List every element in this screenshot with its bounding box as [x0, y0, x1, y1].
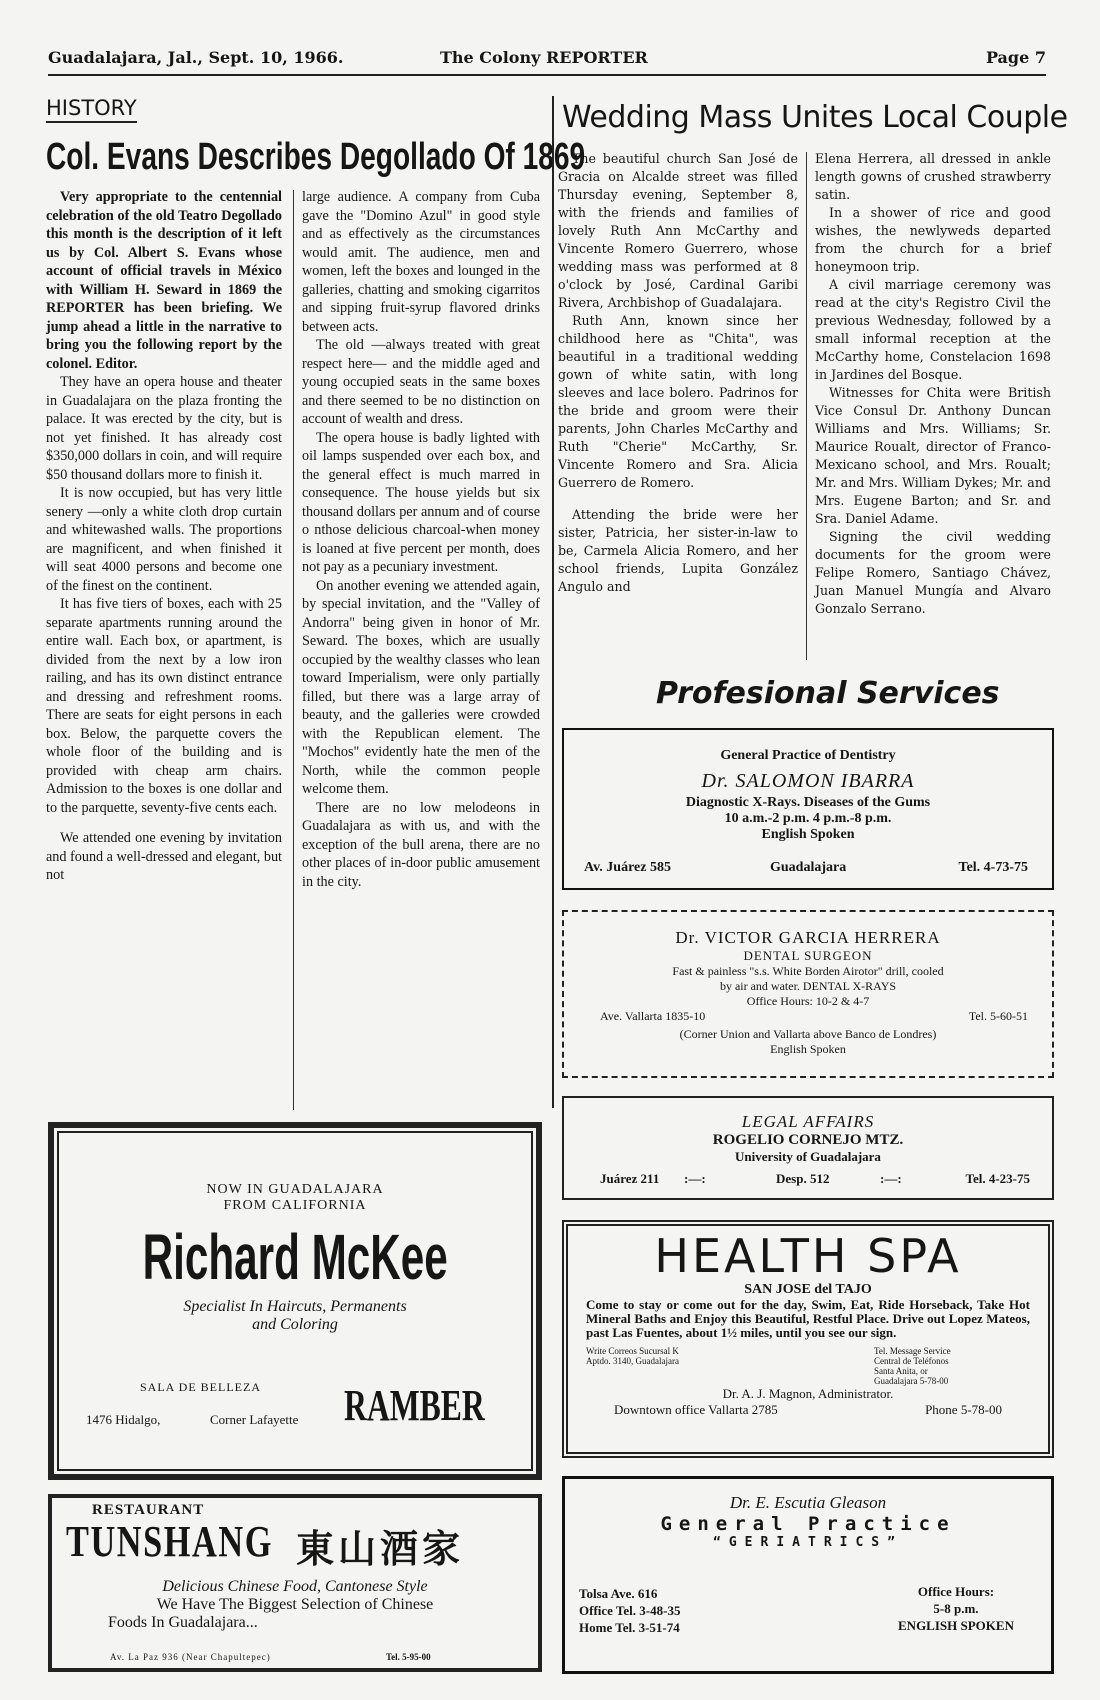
ad-lawyer-name: ROGELIO CORNEJO MTZ.	[712, 1132, 904, 1148]
ad-spa-message: Tel. Message Service	[874, 1346, 951, 1356]
ad-doctor-name: Dr. VICTOR GARCIA HERRERA	[675, 928, 941, 947]
ad-hours: Office Hours: 10-2 & 4-7	[746, 994, 870, 1008]
ad-tunshang-line: Foods In Guadalajara...	[108, 1614, 258, 1631]
section-label: HISTORY	[46, 96, 137, 123]
wedding-paragraph: The beautiful church San José de Gracia on Alcalde street was filled Thursday evening, September 8, with the friends and families of lovely Ruth Ann McCarthy and Vincente Romero Guerrero, whose wedding mass was performed at 8 o'clock by José, Cardinal Garibi Rivera, Archbishop of Guadalajara.	[558, 151, 798, 310]
services-title: Profesional Services	[656, 676, 1000, 711]
history-headline-wrap	[46, 136, 586, 188]
ad-spa-title: HEALTH SPA	[654, 1229, 962, 1283]
ad-tunshang-line: We Have The Biggest Selection of Chinese	[156, 1596, 434, 1613]
ad-phone: Tel. 4-73-75	[958, 860, 1028, 875]
ad-line: by air and water. DENTAL X-RAYS	[719, 979, 897, 993]
column-rule	[293, 190, 294, 1110]
ad-mckee	[48, 1122, 542, 1480]
ad-spa-phone: Phone 5-78-00	[925, 1402, 1002, 1417]
ad-hours: 10 a.m.-2 p.m. 4 p.m.-8 p.m.	[724, 811, 892, 826]
history-col-2	[302, 188, 540, 891]
wedding-paragraph: Elena Herrera, all dressed in ankle length gowns of crushed strawberry satin.	[815, 151, 1051, 202]
ad-mckee-specialty: Specialist In Haircuts, Permanents	[183, 1298, 407, 1315]
ad-heading: LEGAL AFFAIRS	[741, 1112, 875, 1131]
ad-spa-subtitle: SAN JOSE del TAJO	[744, 1282, 872, 1297]
ad-spa-address: Write Correos Sucursal K	[586, 1346, 679, 1356]
history-paragraph: The opera house is badly lighted with oil lamps suspended over each box, and the general effect is much marred in consequence. The house yields but six thousand dollars per annum and of course o nthose delicious charcoal-when money is loaned at five percent per month, does not pay as a pecuniary investment.	[302, 429, 540, 575]
ad-city: Guadalajara	[770, 860, 847, 875]
ad-separator: :—:	[684, 1171, 706, 1186]
ad-mckee-address: 1476 Hidalgo,	[86, 1412, 161, 1427]
ad-tunshang-tagline: Delicious Chinese Food, Cantonese Style	[162, 1578, 428, 1595]
ad-corner: (Corner Union and Vallarta above Banco de Londres)	[679, 1027, 937, 1041]
ad-address: Ave. Vallarta 1835-10	[600, 1009, 706, 1023]
history-intro: Very appropriate to the centennial celebration of the old Teatro Degollado this month is the description of it left us by Col. Albert S. Evans whose account of official travels in México with William H. Seward in 1869 the REPORTER has been briefing. We jump ahead a little in the narrative to bring you the following report by the colonel. Editor.	[46, 189, 282, 372]
history-paragraph: We attended one evening by invitation and found a well-dressed and elegant, but not	[46, 830, 282, 883]
ad-university: University of Guadalajara	[735, 1149, 881, 1164]
ad-doctor-name: Dr. E. Escutia Gleason	[729, 1493, 887, 1512]
history-paragraph: They have an opera house and theater in Guadalajara on the plaza fronting the palace. It was erected by the city, but is not yet finished. It has already cost $350,000 dollars in coin, and will require $50 thousand dollars more to finish it.	[46, 374, 282, 483]
wedding-paragraph: Witnesses for Chita were British Vice Consul Dr. Anthony Duncan Williams and Mrs. Williams; Sr. Maurice Roualt, director of Franco-Mexicano school, and Mrs. Roualt; Mr. and Mrs. William Dykes; Mr. and Mrs. Eugene Barton; and Sr. and Sra. Daniel Adame.	[815, 385, 1051, 526]
history-paragraph: large audience. A company from Cuba gave the "Domino Azul" in good style and as effectively as the circumstances would amit. The audience, men and women, left the boxes and lounged in the galleries, chatting and smoking cigarritos and sipping fruit-syrup flavored drinks between acts.	[302, 189, 540, 335]
ad-tunshang-chinese: 東山酒家	[296, 1527, 465, 1571]
ad-title: DENTAL SURGEON	[743, 948, 873, 963]
ad-escutia	[562, 1476, 1054, 1674]
header-masthead: The Colony REPORTER	[440, 48, 648, 67]
ad-phone: Office Tel. 3-48-35	[579, 1603, 681, 1618]
ad-doctor-name: Dr. SALOMON IBARRA	[701, 770, 915, 792]
history-paragraph: It is now occupied, but has very little senery —only a white cloth drop curtain and whitewashed walls. The proportions are magnificent, and when finished it will seat 4000 persons and become one of the finest on the continent.	[46, 485, 282, 594]
ad-health-spa	[562, 1220, 1054, 1458]
page-header	[48, 14, 1046, 67]
ad-spa-message: Central de Teléfonos	[874, 1356, 949, 1366]
ad-spa-address: Aptdo. 3140, Guadalajara	[586, 1356, 679, 1366]
wedding-col-2	[815, 150, 1051, 618]
wedding-paragraph: Ruth Ann, known since her childhood here as "Chita", was beautiful in a traditional wedding gown of white satin, with long sleeves and lace bolero. Padrinos for the bride and groom were their parents, John Charles McCarthy and Ruth "Cherie" McCarthy, Sr. Vincente Romero and Sra. Alicia Guerrero de Romero.	[558, 313, 798, 490]
ad-address: Juárez 211	[600, 1171, 660, 1186]
ad-spa-body: Come to stay or come out for the day, Swim, Eat, Ride Horseback, Take Hot Mineral Baths and Enjoy this Beautiful, Restful Place. Drive out Lopez Mateos, past Las Fuentes, about 1½ miles, until you see our sign.	[586, 1297, 1030, 1340]
wedding-paragraph: Signing the civil wedding documents for the groom were Felipe Romero, Santiago Chávez, Juan Manuel Mungía and Alvaro Gonzalo Serrano.	[815, 529, 1051, 616]
wedding-paragraph: A civil marriage ceremony was read at the city's Registro Civil the previous Wednesday, followed by a small informal reception at the McCarthy home, Constelacion 1698 in Jardines del Bosque.	[815, 277, 1051, 382]
ad-mckee-brand: RAMBER	[344, 1381, 485, 1430]
wedding-paragraph: In a shower of rice and good wishes, the newlyweds departed from the church for a brief honeymoon trip.	[815, 205, 1051, 274]
ad-line: Diagnostic X-Rays. Diseases of the Gums	[685, 795, 931, 810]
ad-practice: General Practice	[660, 1513, 956, 1535]
ad-mckee-specialty: and Coloring	[252, 1316, 338, 1333]
history-paragraph: There are no low melodeons in Guadalajara as with us, and with the exception of the bull arena, there are no other places of in-door public amusement in the city.	[302, 799, 540, 890]
wedding-headline: Wedding Mass Unites Local Couple	[562, 100, 1068, 135]
ad-garcia	[562, 910, 1054, 1078]
page-divider	[552, 96, 554, 1108]
ad-spa-admin: Dr. A. J. Magnon, Administrator.	[722, 1386, 894, 1401]
ad-tunshang-address: Av. La Paz 936 (Near Chapultepec)	[110, 1652, 271, 1662]
ad-mckee-now: NOW IN GUADALAJARA	[206, 1182, 384, 1197]
history-paragraph: On another evening we attended again, by special invitation, and the "Valley of Andorra" being given in honor of Mr. Seward. The boxes, which are usually occupied by the wealthy classes who lean toward Imperialism, were only partially filled, but there was a large array of beauty, and the galleries were crowded with the Republican element. The "Mochos" evidently hate the men of the North, while the common people welcome them.	[302, 577, 540, 797]
history-headline: Col. Evans Describes Degollado Of 1869	[46, 136, 586, 178]
ad-language: ENGLISH SPOKEN	[898, 1618, 1014, 1633]
ad-specialty: “GERIATRICS”	[713, 1535, 903, 1550]
ad-spa-message: Santa Anita, or	[874, 1366, 928, 1376]
ad-mckee-name: Richard McKee	[142, 1221, 448, 1293]
ad-mckee-salon: SALA DE BELLEZA	[140, 1380, 261, 1394]
history-paragraph: It has five tiers of boxes, each with 25 separate apartments running around the entire wall. Each box, or apartment, is divided from the next by a low iron railing, and has its own distinct entrance and dressing and refreshment rooms. There are seats for eight persons in each box. Below, the parquette covers the whole floor of the building and is provided with cheap arm chairs. Admission to the boxes is one dollar and to the parquette, seventy-five cents each.	[46, 596, 282, 816]
ad-tunshang	[48, 1494, 542, 1672]
ad-language: English Spoken	[761, 827, 855, 842]
ad-language: English Spoken	[770, 1042, 846, 1056]
ad-address: Av. Juárez 585	[584, 860, 671, 875]
ad-separator: :—:	[880, 1171, 902, 1186]
ad-mckee-corner: Corner Lafayette	[210, 1412, 299, 1427]
ad-tunshang-phone: Tel. 5-95-00	[386, 1652, 431, 1662]
ad-mckee-from: FROM CALIFORNIA	[223, 1198, 367, 1213]
ad-address: Tolsa Ave. 616	[579, 1586, 658, 1601]
ad-heading: General Practice of Dentistry	[720, 748, 896, 763]
header-page-number: Page 7	[985, 48, 1046, 67]
wedding-paragraph: Attending the bride were her sister, Patricia, her sister-in-law to be, Carmela Alicia Romero, and her school friends, Lupita González Angulo and	[558, 507, 798, 594]
ad-phone: Home Tel. 3-51-74	[579, 1620, 680, 1635]
ad-phone: Tel. 4-23-75	[965, 1171, 1030, 1186]
column-rule	[806, 152, 807, 660]
header-rule	[48, 74, 1046, 76]
ad-hours: 5-8 p.m.	[933, 1601, 979, 1616]
wedding-col-1	[558, 150, 798, 596]
ad-tunshang-name: TUNSHANG	[66, 1517, 273, 1566]
ad-ibarra	[562, 728, 1054, 890]
ad-legal	[562, 1096, 1054, 1200]
history-paragraph: The old —always treated with great respect here— and the middle aged and young occupied seats in the same boxes and there seemed to be no distinction on account of wealth and dress.	[302, 337, 540, 427]
ad-hours-label: Office Hours:	[917, 1584, 995, 1599]
ad-phone: Tel. 5-60-51	[968, 1009, 1028, 1023]
ad-spa-downtown: Downtown office Vallarta 2785	[614, 1402, 778, 1417]
ad-office: Desp. 512	[776, 1171, 830, 1186]
history-col-1	[46, 188, 282, 885]
ad-line: Fast & painless "s.s. White Borden Airotor" drill, cooled	[672, 964, 944, 978]
ad-tunshang-label: RESTAURANT	[92, 1502, 205, 1518]
ad-spa-message: Guadalajara 5-78-00	[874, 1376, 949, 1386]
header-dateline: Guadalajara, Jal., Sept. 10, 1966.	[48, 48, 344, 67]
